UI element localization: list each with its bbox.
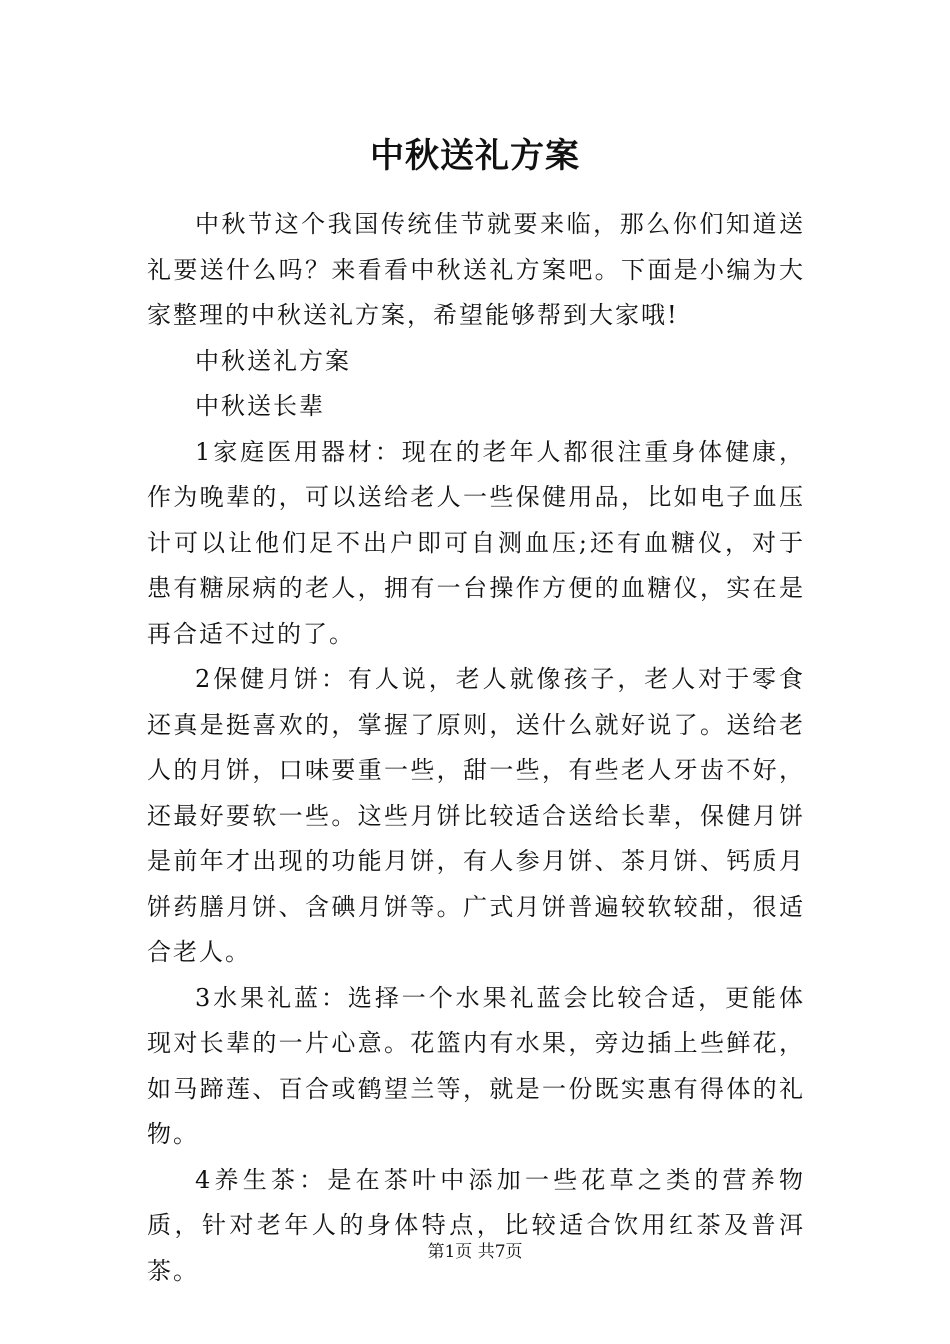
paragraph-heading-elders: 中秋送长辈 (195, 392, 325, 420)
paragraph-item-1: 1家庭医用器材：现在的老年人都很注重身体健康，作为晚辈的，可以送给老人一些保健用品，比如电子血压计可以让他们足不出户即可自测血压;还有血糖仪，对于患有糖尿病的老人，拥有一台操作方便的血糖仪，实在是再合适不过的了。 (147, 437, 805, 648)
document-title: 中秋送礼方案 (370, 136, 580, 176)
paragraph-intro: 中秋节这个我国传统佳节就要来临，那么你们知道送礼要送什么吗？来看看中秋送礼方案吧。下面是小编为大家整理的中秋送礼方案，希望能够帮到大家哦! (147, 210, 805, 329)
page-footer: 第1页 共7页 (427, 1242, 523, 1262)
paragraph-item-3: 3水果礼蓝：选择一个水果礼蓝会比较合适，更能体现对长辈的一片心意。花篮内有水果，旁边插上些鲜花，如马蹄莲、百合或鹤望兰等，就是一份既实惠有得体的礼物。 (147, 983, 805, 1148)
document-body (147, 202, 805, 1294)
paragraph-heading-plan: 中秋送礼方案 (195, 346, 351, 375)
paragraph-item-4: 4养生茶：是在茶叶中添加一些花草之类的营养物质，针对老年人的身体特点，比较适合饮用红茶及普洱茶。 (147, 1165, 805, 1285)
paragraph-item-2: 2保健月饼：有人说，老人就像孩子，老人对于零食还真是挺喜欢的，掌握了原则，送什么就好说了。送给老人的月饼，口味要重一些，甜一些，有些老人牙齿不好，还最好要软一些。这些月饼比较适合送给长辈，保健月饼是前年才出现的功能月饼，有人参月饼、茶月饼、钙质月饼药膳月饼、含碘月饼等。广式月饼普遍较软较甜，很适合老人。 (147, 665, 805, 966)
